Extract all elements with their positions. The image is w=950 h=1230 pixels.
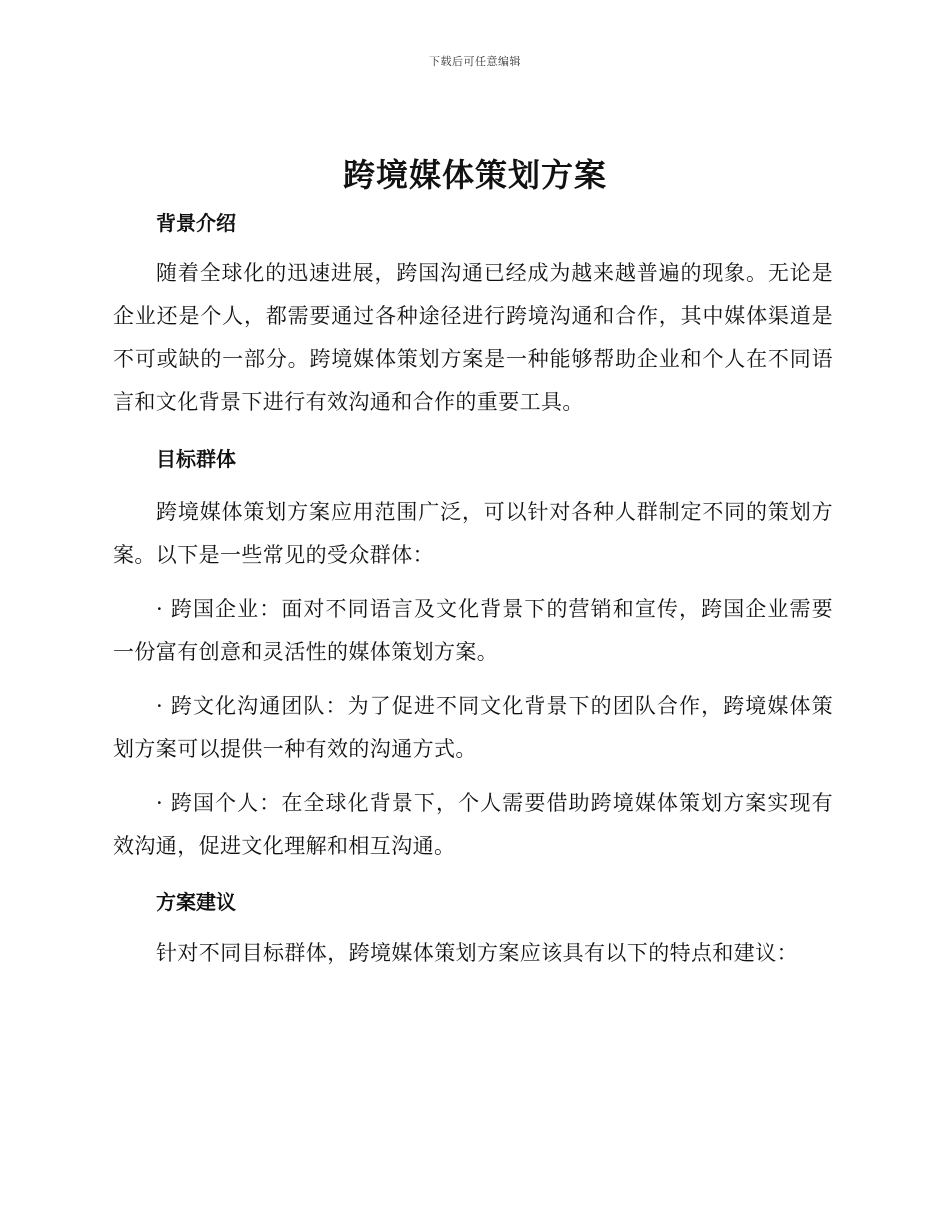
section-heading-background: 背景介绍	[156, 211, 236, 235]
proposal-paragraph: 针对不同目标群体，跨境媒体策划方案应该具有以下的特点和建议：	[156, 941, 798, 965]
section-heading-proposal: 方案建议	[156, 890, 236, 914]
target-intro-paragraph: 跨境媒体策划方案应用范围广泛，可以针对各种人群制定不同的策划方案。以下是一些常见的受众群体：	[113, 500, 833, 567]
list-item: · 跨文化沟通团队：为了促进不同文化背景下的团队合作，跨境媒体策划方案可以提供一种有效的沟通方式。	[113, 694, 833, 761]
background-paragraph: 随着全球化的迅速进展，跨国沟通已经成为越来越普遍的现象。无论是企业还是个人，都需要通过各种途径进行跨境沟通和合作，其中媒体渠道是不可或缺的一部分。跨境媒体策划方案是一种能够帮助企业和个人在不同语言和文化背景下进行有效沟通和合作的重要工具。	[113, 261, 833, 414]
section-heading-target: 目标群体	[156, 447, 236, 471]
list-item: · 跨国企业：面对不同语言及文化背景下的营销和宣传，跨国企业需要一份富有创意和灵活性的媒体策划方案。	[113, 597, 833, 664]
document-title: 跨境媒体策划方案	[342, 156, 607, 194]
list-item: · 跨国个人：在全球化背景下，个人需要借助跨境媒体策划方案实现有效沟通，促进文化理解和相互沟通。	[113, 791, 833, 858]
page-header-note: 下载后可任意编辑	[429, 55, 521, 68]
